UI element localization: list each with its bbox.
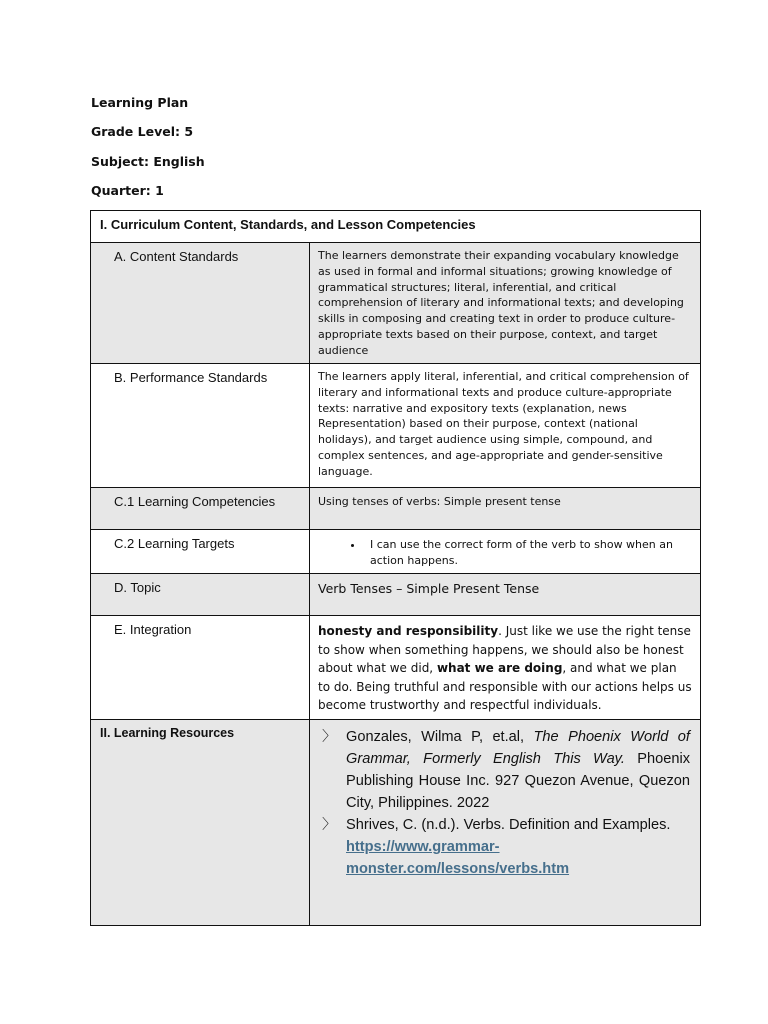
resource-link[interactable]: https://www.grammar-monster.com/lessons/verbs.htm [346,839,570,877]
resource-authors: Shrives, C. (n.d.). Verbs. Definition and Examples. [346,817,671,833]
learning-targets-row [91,530,701,574]
topic-label-cell [91,574,310,616]
performance-standards-row [91,364,701,488]
subject: Subject: English [91,154,205,169]
integration-row [91,616,701,720]
resource-text [346,814,690,880]
performance-standards-label-cell [91,364,310,488]
learning-resources-cell [310,720,701,926]
integration-text-cell [310,616,701,720]
integration-text [310,616,700,715]
learning-competencies-text-cell [310,488,701,530]
integration-label: E. Integration [114,622,192,637]
integration-label-cell [91,616,310,720]
learning-plan-table [90,210,701,926]
chevron-right-icon: 〉 [322,729,336,745]
learning-targets-label: C.2 Learning Targets [114,536,235,551]
learning-competencies-label: C.1 Learning Competencies [114,494,276,509]
content-standards-label: A. Content Standards [114,249,239,264]
resource-item [322,726,690,814]
topic-text: Verb Tenses – Simple Present Tense [318,581,540,596]
quarter: Quarter: 1 [91,183,164,198]
performance-standards-text: The learners apply literal, inferential, and critical comprehension of literary and informational texts and produce culture-appropriate texts: narrative and expository texts (explanation, news Representation) based on their purpose, context (national holidays), and target audience using simple, compound, and complex sentences, and age-appropriate and gender-sensitive language. [318,370,689,478]
resources-list [310,720,700,880]
topic-row [91,574,701,616]
integration-bold-2: what we are doing [436,661,563,675]
integration-text-1: . Just like we use the right tense to show when something happens, we should also be honest about what we did, [318,624,691,675]
learning-target-item: • I can use the correct form of the verb to show when an action happens. [364,537,690,568]
section-1-title: I. Curriculum Content, Standards, and Lesson Competencies [100,217,476,232]
learning-targets-list [310,530,700,568]
section-1-header-cell [91,211,701,243]
content-standards-text-cell [310,243,701,364]
learning-competencies-label-cell [91,488,310,530]
integration-text-2: , and what we plan to do. Being truthful and responsible with our actions helps us become trustworthy and respectful individuals. [318,661,692,712]
resource-text [346,726,690,814]
resource-authors: Gonzales, Wilma P, et.al, [346,729,534,745]
learning-competencies-text: Using tenses of verbs: Simple present tense [318,495,561,508]
learning-resources-label-cell [91,720,310,926]
section-1-header-row [91,211,701,243]
topic-label: D. Topic [114,580,161,595]
integration-bold-1: honesty and responsibility [318,624,499,638]
learning-targets-cell [310,530,701,574]
performance-standards-text-cell [310,364,701,488]
resource-publisher: Phoenix Publishing House Inc. 927 Quezon Avenue, Quezon City, Philippines. 2022 [346,751,690,811]
content-standards-text: The learners demonstrate their expanding vocabulary knowledge as used in formal and informal situations; growing knowledge of grammatical structures; literal, inferential, and critical comprehension of literary and informational texts; and developing skills in composing and creating text in order to produce culture-appropriate texts based on their purpose, context, and target audience [318,249,684,357]
resource-item [322,814,690,880]
learning-targets-label-cell [91,530,310,574]
content-standards-label-cell [91,243,310,364]
learning-resources-row [91,720,701,926]
topic-text-cell [310,574,701,616]
chevron-right-icon: 〉 [322,817,336,833]
content-standards-row [91,243,701,364]
learning-resources-label: II. Learning Resources [100,726,235,740]
document-title: Learning Plan [91,95,189,110]
grade-level: Grade Level: 5 [91,124,194,139]
performance-standards-label: B. Performance Standards [114,370,268,385]
learning-competencies-row [91,488,701,530]
resource-title: The Phoenix World of Grammar, Formerly English This Way. [346,729,690,767]
